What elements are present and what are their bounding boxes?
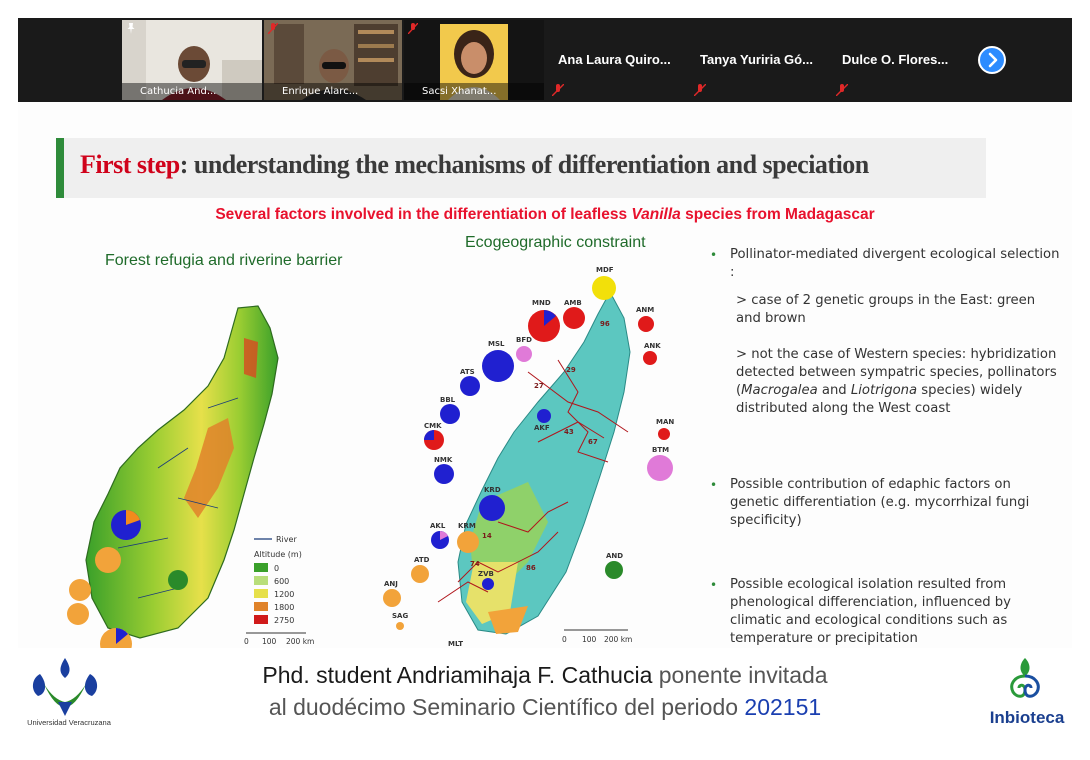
site-label: BBL <box>440 396 456 404</box>
sub-bullet-pre: > not the case of Western species: hybridization detected between sympatric species, pollinators ( <box>736 347 1057 398</box>
ecogeographic-map <box>378 262 698 652</box>
rate-number: 74 <box>470 560 480 568</box>
pie-site <box>69 579 91 601</box>
slide-title-box <box>56 138 986 198</box>
site-label: ZVB <box>478 570 494 578</box>
participant-name: Dulce O. Flores... <box>842 52 949 67</box>
sub-bullet-post: species) widely distributed along the West coast <box>736 383 1023 416</box>
site-label: AND <box>606 552 624 560</box>
left-org-name: Universidad Veracruzana <box>27 718 111 727</box>
scale-label: 200 km <box>604 635 633 644</box>
pie-site <box>95 547 121 573</box>
bullet-text: Possible ecological isolation resulted from phenological differenciation, influenced by climatic and ecological conditions such as temperature or precipitation <box>730 577 1011 646</box>
shared-slide <box>18 102 1072 652</box>
muted-mic-icon <box>408 23 418 34</box>
legend-level: 0 <box>274 564 280 573</box>
altitude-map <box>58 298 378 652</box>
sub-bullet <box>736 346 1061 418</box>
scale-label: 100 <box>262 637 277 646</box>
participant-name: Tanya Yuriria Gó... <box>700 52 813 67</box>
site-label: BTM <box>652 446 670 454</box>
right-scale <box>562 630 632 644</box>
legend-river: River <box>276 535 297 544</box>
right-map-heading: Ecogeographic constraint <box>465 234 646 251</box>
site-label: NMK <box>434 456 453 464</box>
muted-mic-icon <box>552 84 564 96</box>
legend-altitude: Altitude (m) <box>254 550 302 559</box>
bullet-dot: • <box>710 248 718 262</box>
muted-mic-icon <box>836 84 848 96</box>
participant-tile-5[interactable] <box>688 20 828 100</box>
subtitle-italic: Vanilla <box>631 206 681 223</box>
site-label: ANJ <box>384 580 398 588</box>
scale-label: 0 <box>244 637 249 646</box>
legend-level: 2750 <box>274 616 295 625</box>
site-label: MSL <box>488 340 505 348</box>
participant-name: Enrique Alarc... <box>264 83 402 100</box>
participant-tile-6[interactable] <box>830 20 970 100</box>
site-label: AMB <box>564 299 582 307</box>
pie-site <box>67 603 89 625</box>
caption-line-1 <box>0 662 1090 689</box>
participant-tile-1[interactable] <box>122 20 262 100</box>
site-label: ATD <box>414 556 430 564</box>
caption-period: 202151 <box>744 694 822 720</box>
sub-bullet-italic: Macrogalea <box>741 383 818 398</box>
site-label: KRM <box>458 522 476 530</box>
site-label: CMK <box>424 422 442 430</box>
left-map-heading: Forest refugia and riverine barrier <box>105 252 343 269</box>
legend-level: 1200 <box>274 590 295 599</box>
right-org-name: Inbioteca <box>989 708 1065 727</box>
sub-bullet-italic: Liotrigona <box>850 383 918 398</box>
rate-number: 86 <box>526 564 536 572</box>
subtitle-post: species from Madagascar <box>680 206 875 223</box>
muted-mic-icon <box>694 84 706 96</box>
scale-label: 0 <box>562 635 567 644</box>
participant-strip <box>18 18 1072 102</box>
participant-name: Sacsi Xhanat... <box>404 83 544 100</box>
caption-speaker: Phd. student Andriamihaja F. Cathucia <box>262 662 653 688</box>
caption-line-2 <box>0 694 1090 721</box>
site-label: MDF <box>596 266 614 274</box>
inbioteca-logo <box>995 654 1055 706</box>
sub-bullet: > case of 2 genetic groups in the East: green and brown <box>736 293 1036 326</box>
slide-title-highlight: First step <box>80 150 180 179</box>
site-label: ANM <box>636 306 655 314</box>
participant-tile-3[interactable] <box>404 20 544 100</box>
pie-site <box>168 570 188 590</box>
subtitle-pre: Several factors involved in the differentiation of leafless <box>215 206 632 223</box>
site-label: AKL <box>430 522 446 530</box>
slide-title <box>80 150 869 180</box>
participant-name: Cathucia And... <box>122 83 262 100</box>
site-label: SAG <box>392 612 409 620</box>
slide-title-rest: : understanding the mechanisms of differentiation and speciation <box>179 150 869 179</box>
bullet-dot: • <box>710 578 718 592</box>
participant-tile-4[interactable] <box>546 20 686 100</box>
site-label: MND <box>532 299 551 307</box>
caption-role: ponente invitada <box>652 662 828 688</box>
site-label: ATS <box>460 368 475 376</box>
participant-tile-2[interactable] <box>264 20 402 100</box>
chevron-right-icon <box>980 48 1004 72</box>
scale-label: 200 km <box>286 637 315 646</box>
legend-level: 600 <box>274 577 290 586</box>
site-label: AKF <box>534 424 550 432</box>
altitude-legend <box>244 535 314 646</box>
rate-number: 67 <box>588 438 598 446</box>
legend-level: 1800 <box>274 603 295 612</box>
rate-number: 96 <box>600 320 610 328</box>
site-label: KRD <box>484 486 501 494</box>
pin-icon <box>126 23 136 34</box>
rate-number: 29 <box>566 366 576 374</box>
site-label: ANK <box>644 342 661 350</box>
participant-name: Ana Laura Quiro... <box>558 52 671 67</box>
next-participants-button[interactable] <box>978 46 1006 74</box>
bullet-text: Possible contribution of edaphic factors on genetic differentiation (e.g. mycorrhizal fungi specificity) <box>730 477 1030 528</box>
site-label: MLT <box>448 640 464 648</box>
site-label: BFD <box>516 336 532 344</box>
rate-number: 43 <box>564 428 574 436</box>
muted-mic-icon <box>268 23 278 34</box>
site-label: MAN <box>656 418 675 426</box>
rate-number: 14 <box>482 532 492 540</box>
bullet-text: Pollinator-mediated divergent ecological selection : <box>730 247 1060 280</box>
caption-event: al duodécimo Seminario Científico del periodo <box>268 694 745 720</box>
rate-number: 27 <box>534 382 544 390</box>
slide-subtitle <box>18 206 1072 224</box>
scale-label: 100 <box>582 635 597 644</box>
bullet-dot: • <box>710 478 718 492</box>
sub-bullet-mid: and <box>817 383 851 398</box>
